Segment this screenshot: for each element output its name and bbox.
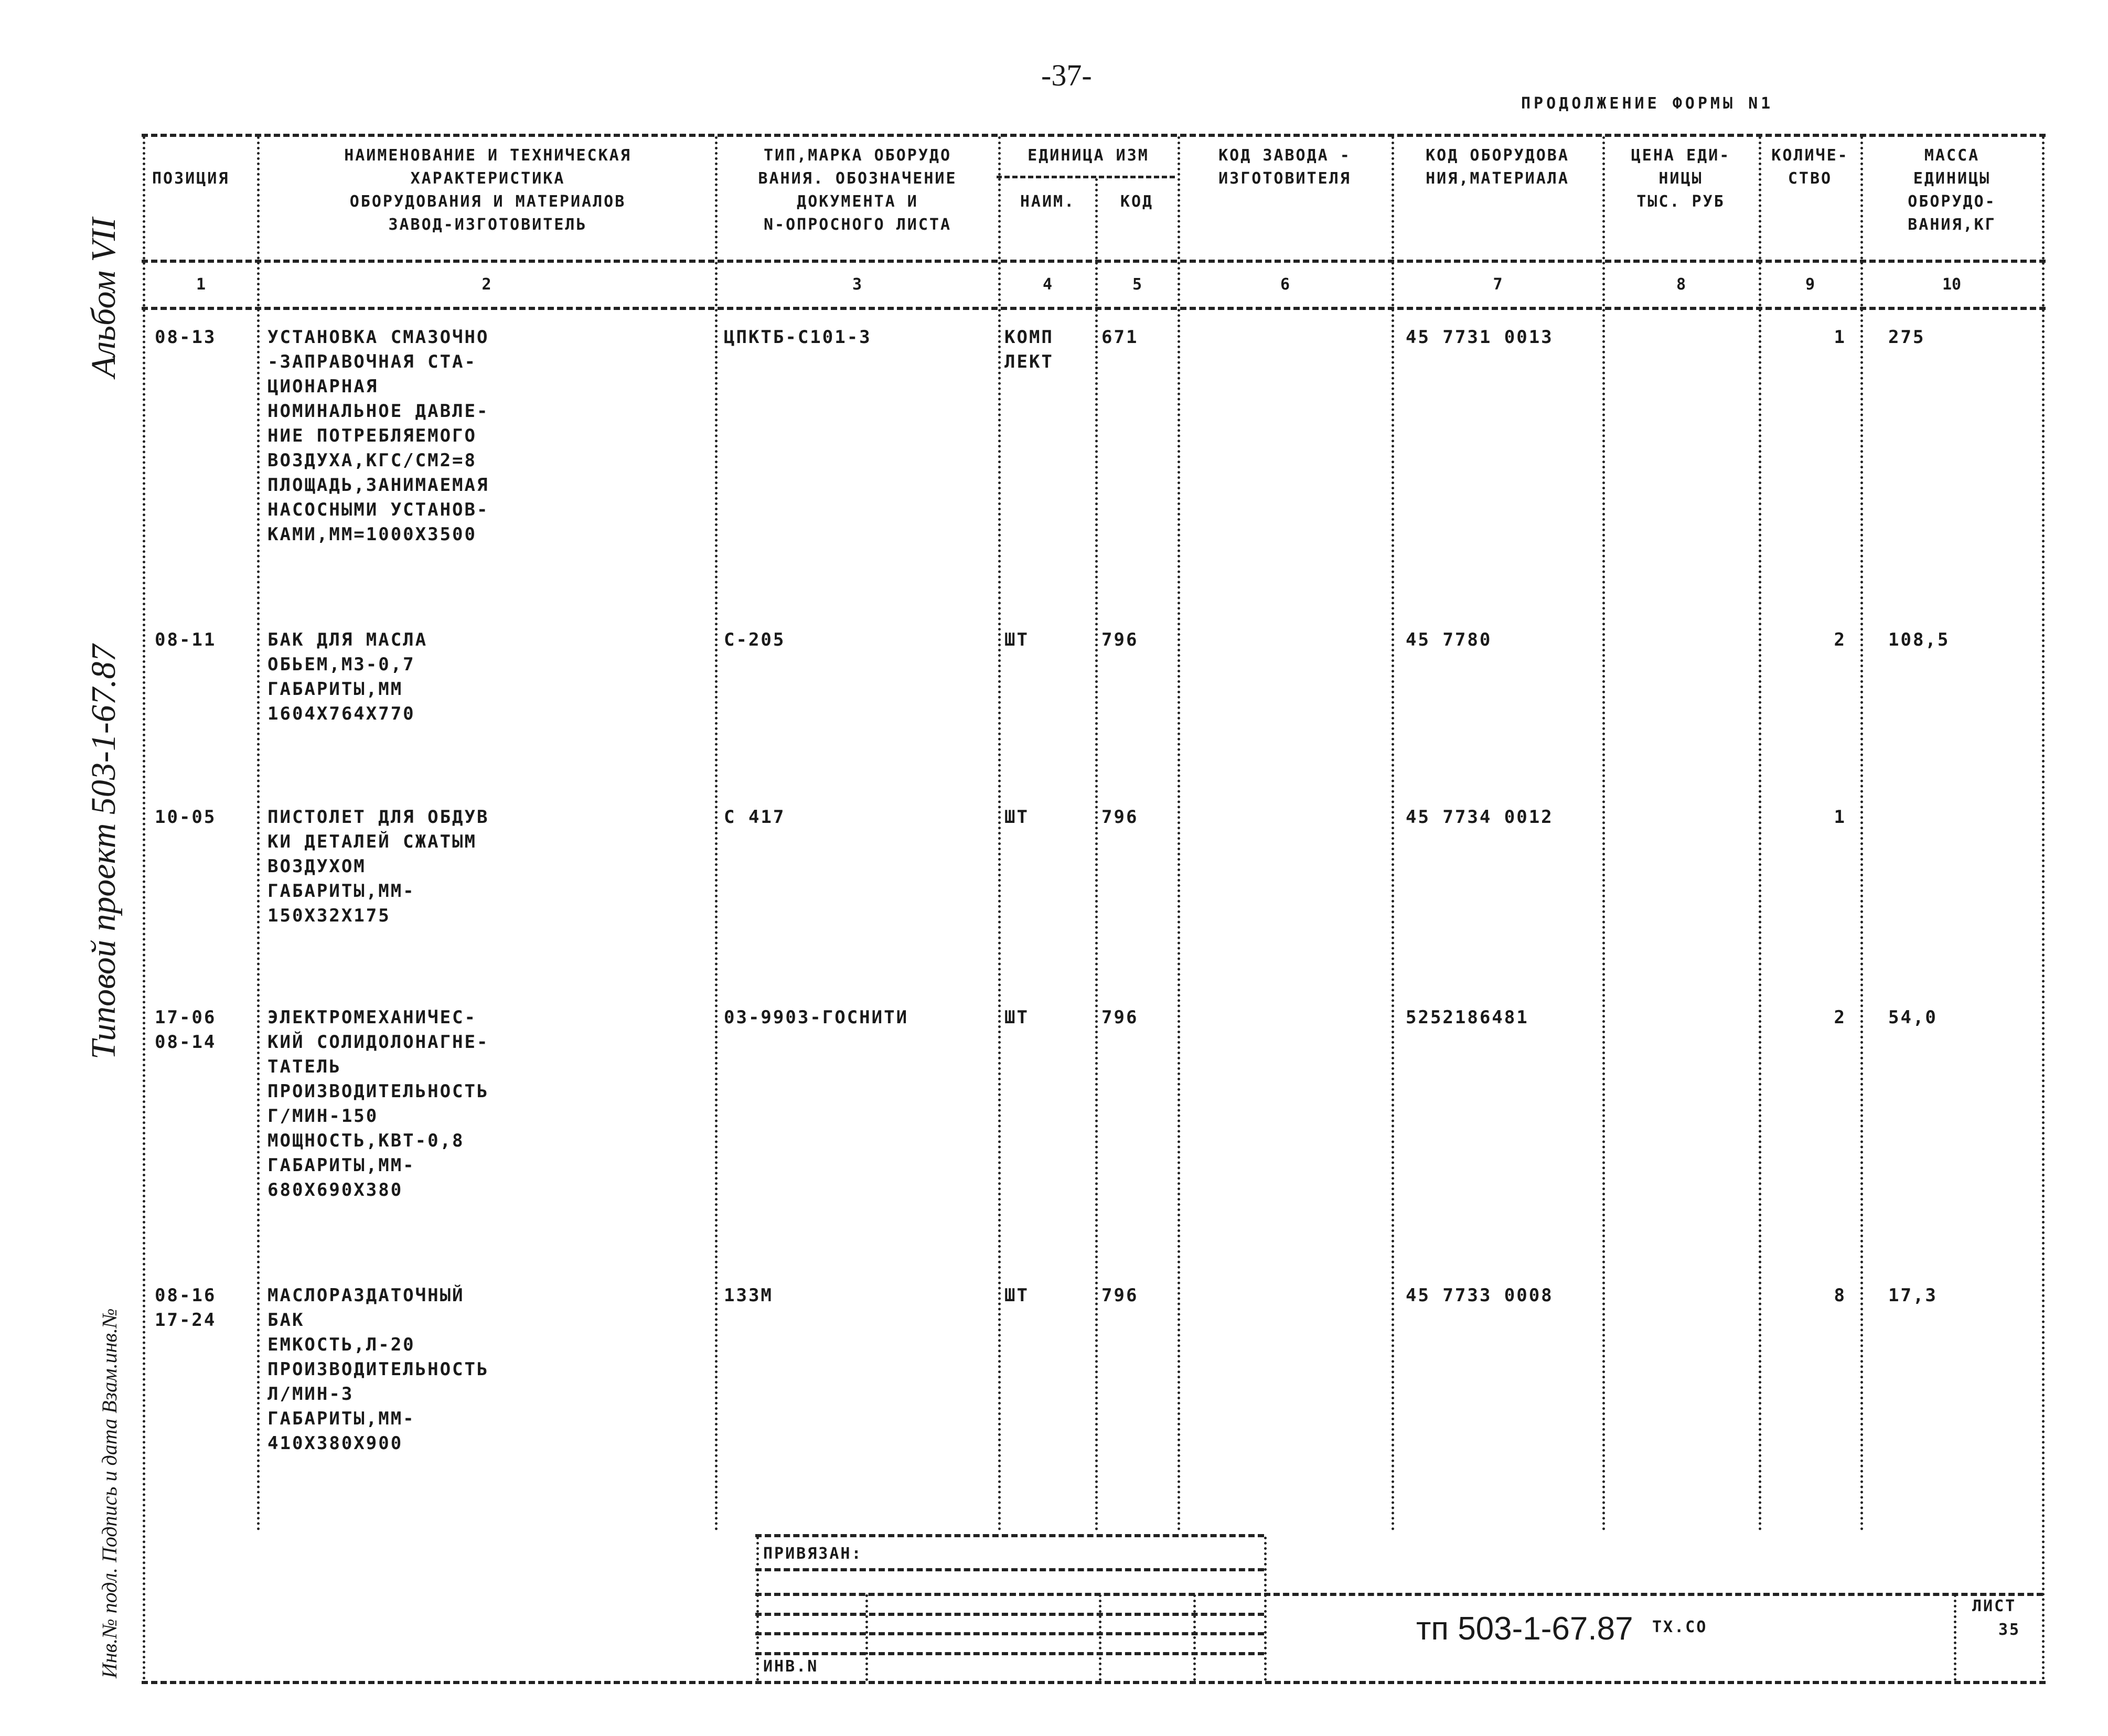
col-num-9: 9: [1805, 275, 1815, 294]
row2-qty: 2: [1834, 629, 1846, 650]
col-sep-3: [998, 136, 1001, 1531]
page-number: -37-: [1041, 58, 1092, 92]
col-sep-0: [143, 136, 145, 1681]
stamp-rule-2: [755, 1568, 1264, 1571]
row3-unit: ШТ: [1004, 807, 1029, 828]
header-col-2: НАИМЕНОВАНИЕ И ТЕХНИЧЕСКАЯ ХАРАКТЕРИСТИКА ОБОРУДОВАНИЯ И МАТЕРИАЛОВ ЗАВОД-ИЗГОТОВИТЕЛЬ: [344, 146, 632, 234]
row1-mass: 275: [1888, 327, 1925, 348]
album-label: Альбом VII: [84, 218, 123, 378]
table-bottom-rule: [142, 1681, 2046, 1684]
row2-position: 08-11: [155, 629, 217, 650]
stamp-rule-4: [755, 1613, 1264, 1616]
row5-unit: ШТ: [1004, 1285, 1029, 1306]
row4-name: ЭЛЕКТРОМЕХАНИЧЕС- КИЙ СОЛИДОЛОНАГНЕ- ТАТЕЛЬ ПРОИЗВОДИТЕЛЬНОСТЬ Г/МИН-150 МОЩНОСТЬ,КВТ-0,8 ГАБАРИТЫ,ММ- 680Х690Х380: [267, 1007, 489, 1201]
header-col-8: ЦЕНА ЕДИ- НИЦЫ ТЫС. РУБ: [1631, 146, 1731, 211]
row5-unit-code: 796: [1101, 1285, 1139, 1306]
row2-type: С-205: [724, 629, 786, 650]
stamp-sep-left: [756, 1537, 759, 1681]
col-sep-1: [257, 136, 260, 1531]
row2-unit-code: 796: [1101, 629, 1139, 650]
header-col-9: КОЛИЧЕ- СТВО: [1771, 146, 1849, 188]
stamp-sep-sheet: [1954, 1594, 1956, 1681]
header-col-1: ПОЗИЦИЯ: [152, 169, 230, 188]
row2-unit: ШТ: [1004, 629, 1029, 650]
row1-position: 08-13: [155, 327, 217, 348]
row1-unit-code: 671: [1101, 327, 1139, 348]
stamp-sep-a: [865, 1594, 868, 1681]
stamp-inv-number: ИНВ.N: [763, 1657, 819, 1676]
row3-equip-code: 45 7734 0012: [1406, 807, 1554, 828]
col-sep-8: [1759, 136, 1761, 1531]
col-num-7: 7: [1493, 275, 1503, 294]
row1-type: ЦПКТБ-С101-3: [724, 327, 872, 348]
row2-name: БАК ДЛЯ МАСЛА ОБЬЕМ,М3-0,7 ГАБАРИТЫ,ММ 1604Х764Х770: [267, 629, 428, 724]
row3-name: ПИСТОЛЕТ ДЛЯ ОБДУВ КИ ДЕТАЛЕЙ СЖАТЫМ ВОЗДУХОМ ГАБАРИТЫ,ММ- 150Х32Х175: [267, 807, 489, 926]
sheet-number: 35: [1998, 1621, 2021, 1639]
col-sep-5: [1178, 136, 1180, 1531]
margin-labels: Инв.№ подл. Подпись и дата Взам.инв.№: [98, 1308, 121, 1678]
row2-mass: 108,5: [1888, 629, 1950, 650]
row3-type: С 417: [724, 807, 786, 828]
header-col-6: КОД ЗАВОДА - ИЗГОТОВИТЕЛЯ: [1218, 146, 1351, 188]
stamp-rule-5: [755, 1632, 1264, 1635]
row3-qty: 1: [1834, 807, 1846, 828]
row5-name: МАСЛОРАЗДАТОЧНЫЙ БАК ЕМКОСТЬ,Л-20 ПРОИЗВОДИТЕЛЬНОСТЬ Л/МИН-3 ГАБАРИТЫ,ММ- 410Х380Х900: [267, 1285, 489, 1454]
row3-position: 10-05: [155, 807, 217, 828]
col-num-1: 1: [196, 275, 206, 294]
col-sep-6: [1392, 136, 1394, 1531]
stamp-privyazan: ПРИВЯЗАН:: [763, 1545, 863, 1563]
row4-position: 17-06 08-14: [155, 1007, 217, 1053]
row5-equip-code: 45 7733 0008: [1406, 1285, 1554, 1306]
row4-equip-code: 5252186481: [1406, 1007, 1529, 1028]
row1-unit: КОМП ЛЕКТ: [1004, 327, 1054, 372]
stamp-sep-right: [1264, 1537, 1267, 1681]
header-col-5: КОД: [1120, 192, 1154, 211]
row1-name: УСТАНОВКА СМАЗОЧНО -ЗАПРАВОЧНАЯ СТА- ЦИОНАРНАЯ НОМИНАЛЬНОЕ ДАВЛЕ- НИЕ ПОТРЕБЛЯЕМОГО ВОЗДУХА,КГС/СМ2=8 ПЛОЩАДЬ,ЗАНИМАЕМАЯ НАСОСНЫМИ УСТАНОВ- КАМИ,ММ=1000Х3500: [267, 327, 489, 545]
col-num-6: 6: [1280, 275, 1290, 294]
header-col-7: КОД ОБОРУДОВА НИЯ,МАТЕРИАЛА: [1426, 146, 1569, 188]
row2-equip-code: 45 7780: [1406, 629, 1492, 650]
continuation-title: ПРОДОЛЖЕНИЕ ФОРМЫ N1: [1521, 94, 1774, 113]
row5-type: 133М: [724, 1285, 773, 1306]
col-num-8: 8: [1676, 275, 1686, 294]
col-sep-10: [2042, 136, 2045, 1681]
row5-mass: 17,3: [1888, 1285, 1938, 1306]
header-col-3: ТИП,МАРКА ОБОРУДО ВАНИЯ. ОБОЗНАЧЕНИЕ ДОКУМЕНТА И N-ОПРОСНОГО ЛИСТА: [758, 146, 957, 234]
col-sep-4: [1095, 178, 1098, 1531]
row5-qty: 8: [1834, 1285, 1846, 1306]
unit-subheader-rule: [997, 176, 1175, 178]
project-label: Типовой проект 503-1-67.87: [84, 644, 123, 1059]
col-num-3: 3: [852, 275, 862, 294]
row4-qty: 2: [1834, 1007, 1846, 1028]
row5-position: 08-16 17-24: [155, 1285, 217, 1331]
row4-unit-code: 796: [1101, 1007, 1139, 1028]
col-num-5: 5: [1132, 275, 1142, 294]
col-num-4: 4: [1042, 275, 1053, 294]
col-sep-7: [1602, 136, 1605, 1531]
document-number: тп 503-1-67.87: [1416, 1611, 1633, 1647]
header-col-10: МАССА ЕДИНИЦЫ ОБОРУДО- ВАНИЯ,КГ: [1908, 146, 1996, 234]
stamp-rule-3: [755, 1593, 2043, 1596]
sheet-label: ЛИСТ: [1972, 1597, 2017, 1615]
col-sep-9: [1860, 136, 1863, 1531]
header-col-4-sub: НАИМ.: [1020, 192, 1076, 211]
row4-unit: ШТ: [1004, 1007, 1029, 1028]
stamp-top-rule: [755, 1534, 1264, 1537]
stamp-sep-c: [1193, 1594, 1196, 1681]
header-col-4: ЕДИНИЦА ИЗМ: [1028, 146, 1149, 165]
document-suffix: ТХ.СО: [1652, 1618, 1708, 1636]
stamp-sep-b: [1099, 1594, 1101, 1681]
stamp-rule-6: [755, 1652, 1264, 1655]
row4-type: 03-9903-ГОСНИТИ: [724, 1007, 909, 1028]
col-sep-2: [715, 136, 718, 1531]
col-num-2: 2: [481, 275, 491, 294]
row4-mass: 54,0: [1888, 1007, 1938, 1028]
row3-unit-code: 796: [1101, 807, 1139, 828]
row1-equip-code: 45 7731 0013: [1406, 327, 1554, 348]
col-num-10: 10: [1942, 275, 1962, 294]
row1-qty: 1: [1834, 327, 1846, 348]
